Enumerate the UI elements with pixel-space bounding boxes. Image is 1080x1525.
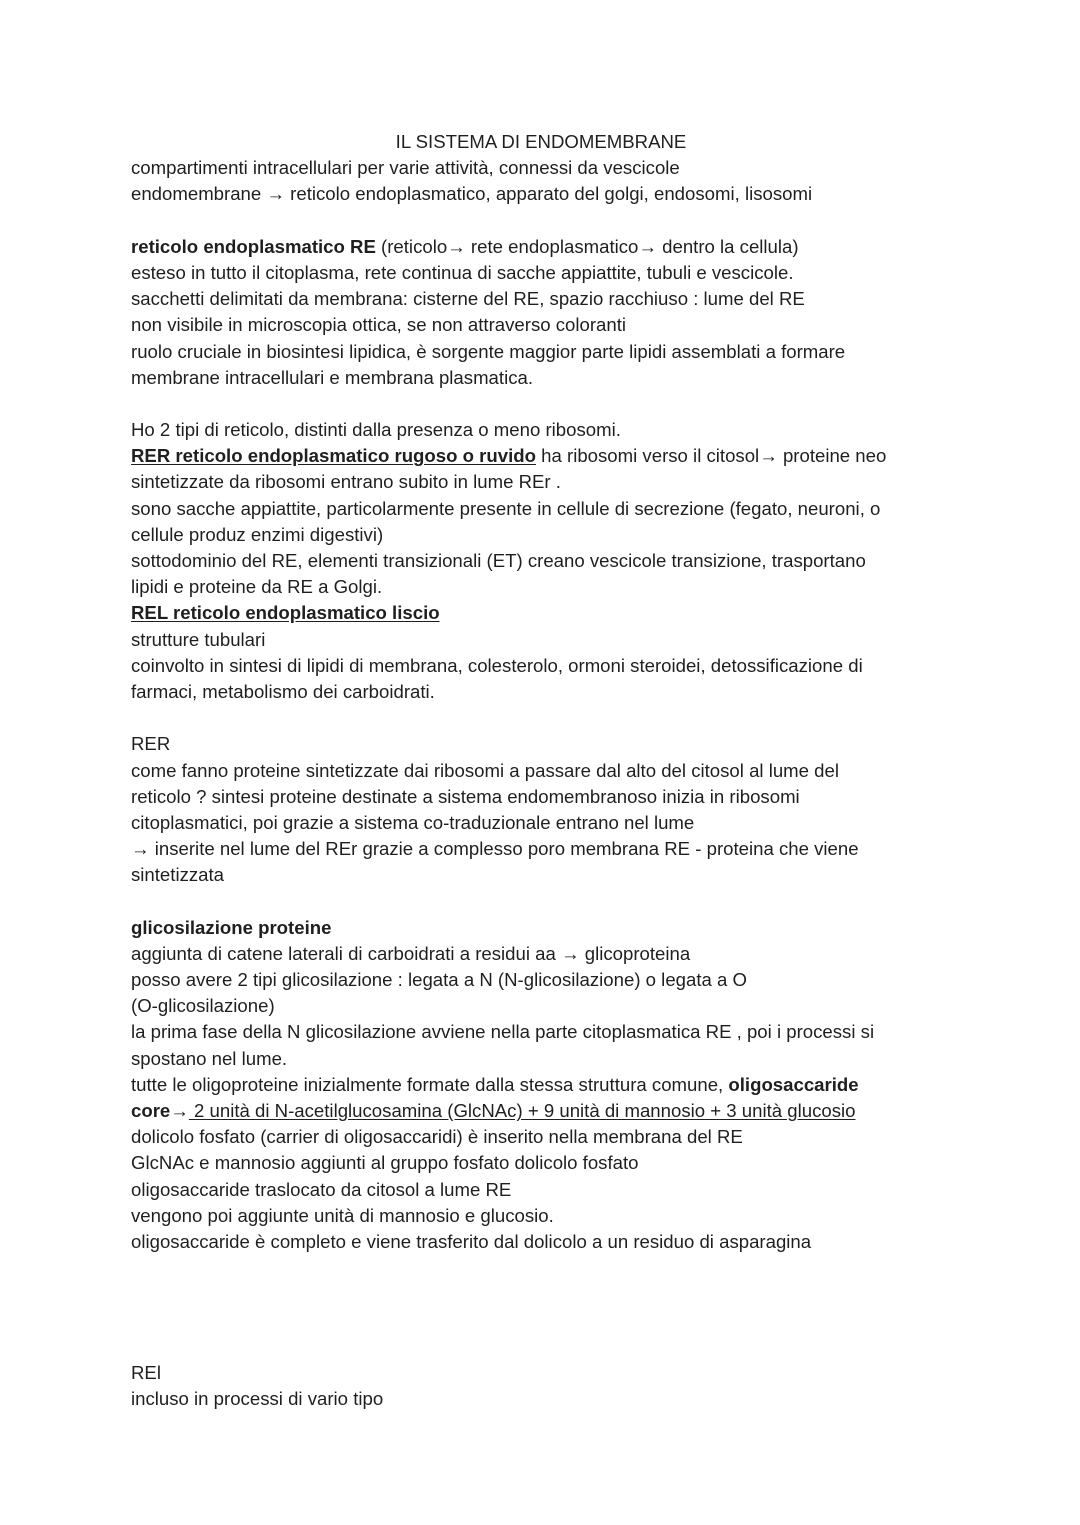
glico-heading: glicosilazione proteine (131, 916, 332, 938)
rel-line: coinvolto in sintesi di lipidi di membrana, colesterolo, ormoni steroidei, detossificazione di (131, 654, 863, 676)
rer-heading-line (131, 443, 961, 469)
tipi-intro: Ho 2 tipi di reticolo, distinti dalla presenza o meno ribosomi. (131, 419, 621, 441)
spacer (131, 391, 961, 417)
glico-line: oligosaccaride traslocato da citosol a lume RE (131, 1178, 512, 1200)
spacer (131, 888, 961, 914)
rer-line: cellule produz enzimi digestivi) (131, 523, 384, 545)
rer-heading-rest: ha ribosomi verso il citosol→ proteine neo (535, 445, 887, 467)
rer-section-line: citoplasmatici, poi grazie a sistema co-traduzionale entrano nel lume (131, 811, 695, 833)
rer-line: sottodominio del RE, elementi transizionali (ET) creano vescicole transizione, trasportano (131, 550, 866, 571)
glico-line: aggiunta di catene laterali di carboidrati a residui aa → glicoproteina (131, 942, 691, 964)
glico-line: oligosaccaride è completo e viene trasferito dal dolicolo a un residuo di asparagina (131, 1230, 812, 1252)
glico-line: vengono poi aggiunte unità di mannosio e glucosio. (131, 1204, 554, 1226)
rel-heading-line (131, 600, 961, 626)
rer-section-line: → inserite nel lume del REr grazie a complesso poro membrana RE - proteina che viene (131, 838, 859, 860)
rel-heading: REL reticolo endoplasmatico liscio (131, 602, 440, 624)
rel-line: farmaci, metabolismo dei carboidrati. (131, 680, 435, 702)
page-title: IL SISTEMA DI ENDOMEMBRANE (395, 131, 687, 152)
core-underlined: 2 unità di N-acetilglucosamina (GlcNAc) + 9 unità di mannosio + 3 unità glucosio (188, 1099, 856, 1121)
glico-line: (O-glicosilazione) (131, 995, 275, 1017)
spacer (131, 1307, 961, 1333)
spacer (131, 705, 961, 731)
re-heading-rest: (reticolo→ rete endoplasmatico→ dentro la cellula) (375, 235, 799, 257)
spacer (131, 1255, 961, 1281)
glico-line: la prima fase della N glicosilazione avviene nella parte citoplasmatica RE , poi i processi si (131, 1021, 875, 1043)
rer-line: sono sacche appiattite, particolarmente presente in cellule di secrezione (fegato, neuroni, o (131, 497, 881, 519)
core-prefix: tutte le oligoproteine inizialmente formate dalla stessa struttura comune, (131, 1073, 729, 1095)
rer-section-heading: RER (131, 733, 171, 755)
rel-line: strutture tubulari (131, 628, 266, 650)
rer-section-line: sintetizzata (131, 864, 225, 886)
core-bold-2: core (131, 1099, 171, 1121)
core-line-2 (131, 1098, 961, 1124)
re-heading-line (131, 234, 961, 260)
rer-section-line: come fanno proteine sintetizzate dai ribosomi a passare dal alto del citosol al lume del (131, 759, 839, 781)
intro-line: compartimenti intracellulari per varie attività, connessi da vescicole (131, 157, 680, 179)
re-line: non visibile in microscopia ottica, se non attraverso coloranti (131, 314, 627, 336)
rei-heading: REl (131, 1361, 161, 1383)
intro-line: endomembrane → reticolo endoplasmatico, apparato del golgi, endosomi, lisosomi (131, 183, 813, 205)
glico-line: GlcNAc e mannosio aggiunti al gruppo fosfato dolicolo fosfato (131, 1152, 639, 1174)
core-arrow: → (170, 1099, 189, 1121)
spacer (131, 208, 961, 234)
spacer (131, 1334, 961, 1360)
re-line: membrane intracellulari e membrana plasmatica. (131, 366, 533, 388)
glico-line: posso avere 2 tipi glicosilazione : legata a N (N-glicosilazione) o legata a O (131, 969, 747, 990)
re-line: ruolo cruciale in biosintesi lipidica, è sorgente maggior parte lipidi assemblati a formare (131, 340, 846, 362)
rer-line: sintetizzate da ribosomi entrano subito in lume REr . (131, 471, 561, 493)
glico-line: dolicolo fosfato (carrier di oligosaccaridi) è inserito nella membrana del RE (131, 1126, 743, 1148)
re-line: sacchetti delimitati da membrana: cisterne del RE, spazio racchiuso : lume del RE (131, 288, 805, 310)
rer-heading: RER reticolo endoplasmatico rugoso o ruvido (131, 445, 536, 467)
spacer (131, 1281, 961, 1307)
document-body (131, 129, 961, 1412)
glico-heading-line (131, 915, 961, 941)
core-line-1 (131, 1072, 961, 1098)
rer-line: lipidi e proteine da RE a Golgi. (131, 576, 383, 598)
rer-section-line: reticolo ? sintesi proteine destinate a sistema endomembranoso inizia in ribosomi (131, 785, 800, 807)
re-line: esteso in tutto il citoplasma, rete continua di sacche appiattite, tubuli e vescicole. (131, 261, 794, 283)
re-heading: reticolo endoplasmatico RE (131, 235, 376, 257)
rei-line: incluso in processi di vario tipo (131, 1388, 384, 1409)
core-bold-1: oligosaccaride (728, 1073, 859, 1095)
glico-line: spostano nel lume. (131, 1047, 288, 1069)
